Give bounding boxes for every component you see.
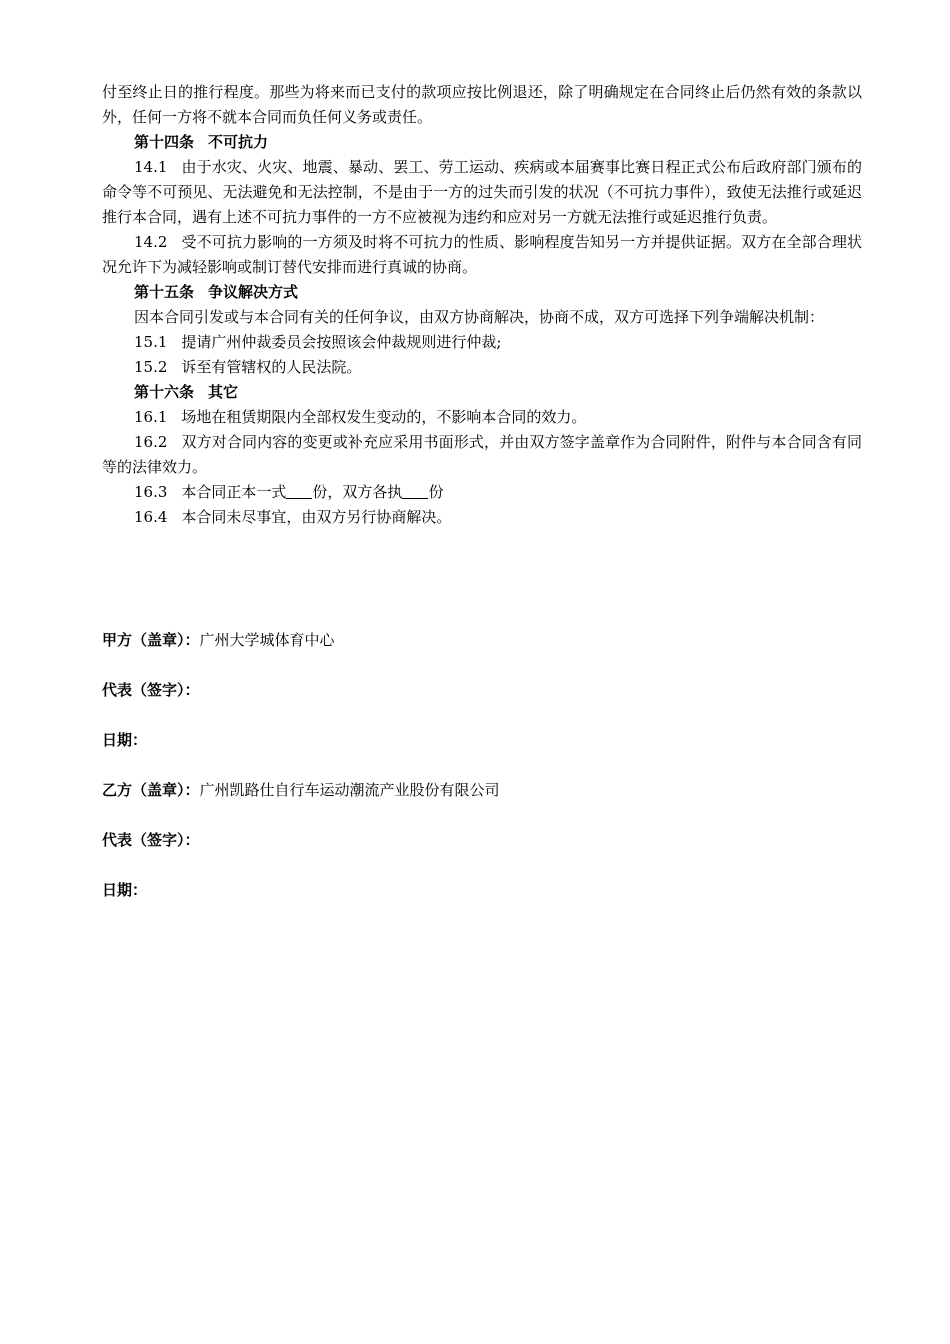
clause-16-4	[102, 505, 862, 530]
clause-number: 15.1	[134, 333, 168, 351]
clause-number: 15.2	[134, 358, 168, 376]
clause-14-2	[102, 230, 862, 280]
copies-each-blank[interactable]	[402, 483, 428, 499]
party-b-label: 乙方（盖章）：	[102, 781, 200, 799]
clause-text: 本合同正本一式	[181, 483, 287, 501]
clause-text: 提请广州仲裁委员会按照该会仲裁规则进行仲裁;	[181, 333, 502, 351]
clause-14-1	[102, 155, 862, 230]
clause-text: 诉至有管辖权的人民法院。	[181, 358, 362, 376]
rep-b-label: 代表（签字）：	[102, 831, 200, 849]
rep-b-line	[102, 828, 862, 853]
article-title: 其它	[208, 383, 239, 401]
continued-paragraph: 付至终止日的推行程度。那些为将来而已支付的款项应按比例退还，除了明确规定在合同终止后仍然有效的条款以外，任何一方将不就本合同而负任何义务或责任。	[102, 83, 862, 126]
clause-text: 份，双方各执	[312, 483, 403, 501]
clause-15-1	[102, 330, 862, 355]
article-15-heading	[102, 280, 862, 305]
clause-text: 双方对合同内容的变更或补充应采用书面形式，并由双方签字盖章作为合同附件，附件与本合同含有同等的法律效力。	[102, 433, 862, 476]
date-a-label: 日期：	[102, 731, 148, 749]
clause-number: 16.3	[134, 483, 168, 501]
article-title: 争议解决方式	[208, 283, 299, 301]
date-b-label: 日期：	[102, 881, 148, 899]
date-b-line	[102, 878, 862, 903]
clause-text: 本合同未尽事宜，由双方另行协商解决。	[181, 508, 452, 526]
party-b-line	[102, 778, 862, 803]
clause-number: 16.1	[134, 408, 168, 426]
rep-a-label: 代表（签字）：	[102, 681, 200, 699]
party-a-label: 甲方（盖章）：	[102, 631, 200, 649]
clause-number: 16.4	[134, 508, 168, 526]
clause-16-3	[102, 480, 862, 505]
copies-blank[interactable]	[286, 483, 312, 499]
clause-number: 16.2	[134, 433, 168, 451]
article-number: 第十六条	[134, 383, 195, 401]
clause-text: 由于水灾、火灾、地震、暴动、罢工、劳工运动、疾病或本届赛事比赛日程正式公布后政府部门颁布的命令等不可预见、无法避免和无法控制，不是由于一方的过失而引发的状况（不可抗力事件），致使无法推行或延迟推行本合同，遇有上述不可抗力事件的一方不应被视为违约和应对另一方就无法推行或延迟推行负责。	[102, 158, 862, 226]
article-number: 第十四条	[134, 133, 195, 151]
party-b-name: 广州凯路仕自行车运动潮流产业股份有限公司	[199, 781, 500, 799]
article-14-heading	[102, 130, 862, 155]
clause-16-2	[102, 430, 862, 480]
party-a-line	[102, 628, 862, 653]
article-16-heading	[102, 380, 862, 405]
contract-body	[102, 80, 862, 530]
clause-text: 份	[428, 483, 444, 501]
clause-15-2	[102, 355, 862, 380]
clause-number: 14.1	[134, 158, 168, 176]
date-a-line	[102, 728, 862, 753]
clause-text: 场地在租赁期限内全部权发生变动的，不影响本合同的效力。	[181, 408, 587, 426]
article-15-intro: 因本合同引发或与本合同有关的任何争议，由双方协商解决，协商不成，双方可选择下列争端解决机制：	[134, 308, 825, 326]
clause-16-1	[102, 405, 862, 430]
rep-a-line	[102, 678, 862, 703]
article-title: 不可抗力	[208, 133, 269, 151]
clause-number: 14.2	[134, 233, 168, 251]
clause-text: 受不可抗力影响的一方须及时将不可抗力的性质、影响程度告知另一方并提供证据。双方在全部合理状况允许下为减轻影响或制订替代安排而进行真诚的协商。	[102, 233, 862, 276]
party-a-name: 广州大学城体育中心	[199, 631, 335, 649]
article-number: 第十五条	[134, 283, 195, 301]
